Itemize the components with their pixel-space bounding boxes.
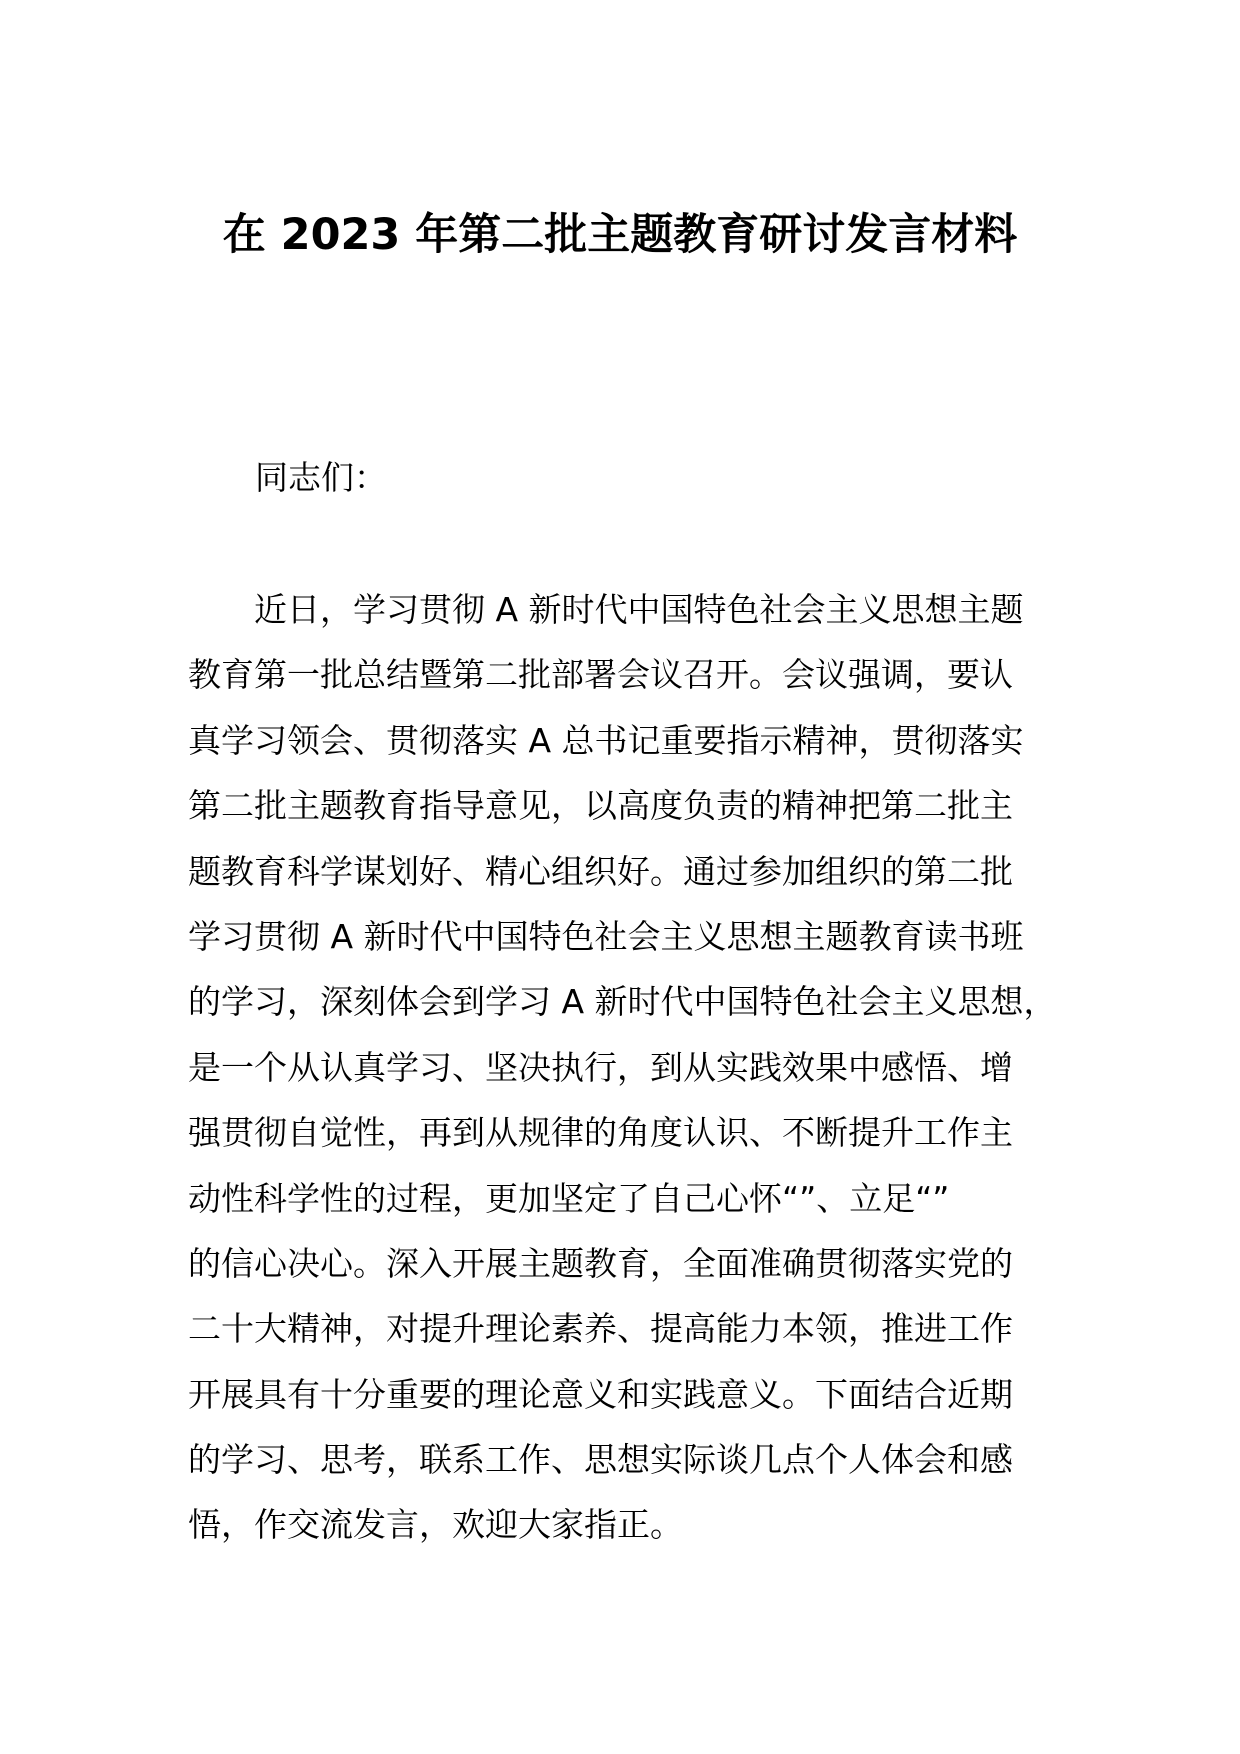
paragraph-line: 题教育科学谋划好、精心组织好。通过参加组织的第二批 [188,851,1013,891]
paragraph-line: 真学习领会、贯彻落实 A 总书记重要指示精神，贯彻落实 [188,720,1024,760]
paragraph-line: 学习贯彻 A 新时代中国特色社会主义思想主题教育读书班 [188,916,1024,956]
body-paragraph [188,588,1088,1569]
paragraph-line: 是一个从认真学习、坚决执行，到从实践效果中感悟、增 [188,1047,1013,1087]
salutation: 同志们： [255,458,387,497]
paragraph-line: 教育第一批总结暨第二批部署会议召开。会议强调，要认 [188,655,1013,695]
paragraph-line: 第二批主题教育指导意见，以高度负责的精神把第二批主 [188,786,1013,826]
paragraph-line: 悟，作交流发言，欢迎大家指正。 [188,1505,683,1545]
paragraph-line: 的学习，深刻体会到学习 A 新时代中国特色社会主义思想， [188,982,1057,1022]
paragraph-line: 的信心决心。深入开展主题教育，全面准确贯彻落实党的 [188,1243,1013,1283]
paragraph-line: 强贯彻自觉性，再到从规律的角度认识、不断提升工作主 [188,1113,1013,1153]
paragraph-line: 动性科学性的过程，更加坚定了自己心怀“”、立足“” [188,1178,950,1218]
paragraph-line: 二十大精神，对提升理论素养、提高能力本领，推进工作 [188,1309,1013,1349]
paragraph-line: 的学习、思考，联系工作、思想实际谈几点个人体会和感 [188,1440,1013,1480]
paragraph-line: 近日，学习贯彻 A 新时代中国特色社会主义思想主题 [254,590,1024,629]
document-title: 在 2023 年第二批主题教育研讨发言材料 [222,210,1018,260]
paragraph-line: 开展具有十分重要的理论意义和实践意义。下面结合近期 [188,1374,1013,1414]
